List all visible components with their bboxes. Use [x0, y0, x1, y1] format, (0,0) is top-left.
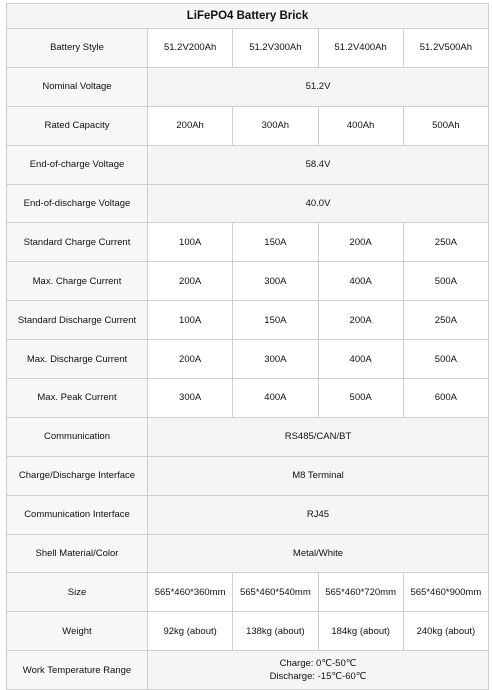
- cell-value: 500A: [403, 340, 488, 379]
- cell-value-merged: 51.2V: [148, 67, 489, 106]
- row-label: Max. Discharge Current: [7, 340, 148, 379]
- cell-value: 300A: [233, 262, 318, 301]
- row-label: Standard Charge Current: [7, 223, 148, 262]
- cell-value: 150A: [233, 301, 318, 340]
- cell-value: 500A: [318, 379, 403, 418]
- cell-value: 300A: [233, 340, 318, 379]
- spec-sheet: [6, 3, 488, 690]
- table-row-weight: [7, 612, 489, 651]
- cell-value: 138kg (about): [233, 612, 318, 651]
- row-label: Charge/Discharge Interface: [7, 456, 148, 495]
- cell-value-merged: 40.0V: [148, 184, 489, 223]
- table-row-standard-discharge-current: [7, 301, 489, 340]
- row-label: Communication: [7, 417, 148, 456]
- cell-value: 250A: [403, 223, 488, 262]
- cell-value: 51.2V500Ah: [403, 29, 488, 68]
- row-label: End-of-discharge Voltage: [7, 184, 148, 223]
- spec-table: [6, 3, 489, 690]
- cell-value: 600A: [403, 379, 488, 418]
- cell-value: 184kg (about): [318, 612, 403, 651]
- cell-value-merged: 58.4V: [148, 145, 489, 184]
- row-label: Max. Charge Current: [7, 262, 148, 301]
- row-label: Size: [7, 573, 148, 612]
- table-row-max-charge-current: [7, 262, 489, 301]
- cell-value: 565*460*360mm: [148, 573, 233, 612]
- table-row-battery-style: [7, 29, 489, 68]
- row-label: Standard Discharge Current: [7, 301, 148, 340]
- spec-body: [7, 29, 489, 690]
- cell-value: 51.2V200Ah: [148, 29, 233, 68]
- cell-value: 565*460*900mm: [403, 573, 488, 612]
- cell-value: 200A: [318, 301, 403, 340]
- cell-value: 300Ah: [233, 106, 318, 145]
- table-row-standard-charge-current: [7, 223, 489, 262]
- cell-value: 51.2V400Ah: [318, 29, 403, 68]
- cell-value: 250A: [403, 301, 488, 340]
- table-row-communication: [7, 417, 489, 456]
- row-label: Max. Peak Current: [7, 379, 148, 418]
- table-row-rated-capacity: [7, 106, 489, 145]
- cell-value-merged: Metal/White: [148, 534, 489, 573]
- row-label: End-of-charge Voltage: [7, 145, 148, 184]
- row-label: Communication Interface: [7, 495, 148, 534]
- cell-value-merged: RS485/CAN/BT: [148, 417, 489, 456]
- cell-value: 200A: [318, 223, 403, 262]
- table-title: LiFePO4 Battery Brick: [7, 4, 489, 29]
- cell-value: 400A: [233, 379, 318, 418]
- cell-value: 565*460*720mm: [318, 573, 403, 612]
- row-label: Shell Material/Color: [7, 534, 148, 573]
- cell-value: 200A: [148, 340, 233, 379]
- table-row-max-peak-current: [7, 379, 489, 418]
- cell-value: 400Ah: [318, 106, 403, 145]
- table-row-work-temperature-range: [7, 651, 489, 690]
- cell-value: 100A: [148, 223, 233, 262]
- cell-value: 565*460*540mm: [233, 573, 318, 612]
- temperature-line: Charge: 0℃-50℃: [279, 658, 357, 670]
- cell-value: 100A: [148, 301, 233, 340]
- table-row-end-of-charge-voltage: [7, 145, 489, 184]
- row-label: Nominal Voltage: [7, 67, 148, 106]
- cell-value: 400A: [318, 262, 403, 301]
- cell-value: 240kg (about): [403, 612, 488, 651]
- cell-value: 500A: [403, 262, 488, 301]
- cell-value-merged: M8 Terminal: [148, 456, 489, 495]
- row-label: Work Temperature Range: [7, 651, 148, 690]
- table-row-charge-discharge-interface: [7, 456, 489, 495]
- row-label: Rated Capacity: [7, 106, 148, 145]
- cell-value: 92kg (about): [148, 612, 233, 651]
- row-label: Weight: [7, 612, 148, 651]
- table-row-end-of-discharge-voltage: [7, 184, 489, 223]
- cell-value: 51.2V300Ah: [233, 29, 318, 68]
- temperature-line: Discharge: -15℃-60℃: [269, 671, 367, 683]
- cell-value: 300A: [148, 379, 233, 418]
- cell-value: 400A: [318, 340, 403, 379]
- cell-value: 200Ah: [148, 106, 233, 145]
- cell-value: 200A: [148, 262, 233, 301]
- cell-value-merged: [148, 651, 489, 690]
- cell-value-merged: RJ45: [148, 495, 489, 534]
- table-row-max-discharge-current: [7, 340, 489, 379]
- cell-value: 150A: [233, 223, 318, 262]
- table-row-shell-material-color: [7, 534, 489, 573]
- table-row-size: [7, 573, 489, 612]
- row-label: Battery Style: [7, 29, 148, 68]
- cell-value: 500Ah: [403, 106, 488, 145]
- table-row-nominal-voltage: [7, 67, 489, 106]
- table-row-communication-interface: [7, 495, 489, 534]
